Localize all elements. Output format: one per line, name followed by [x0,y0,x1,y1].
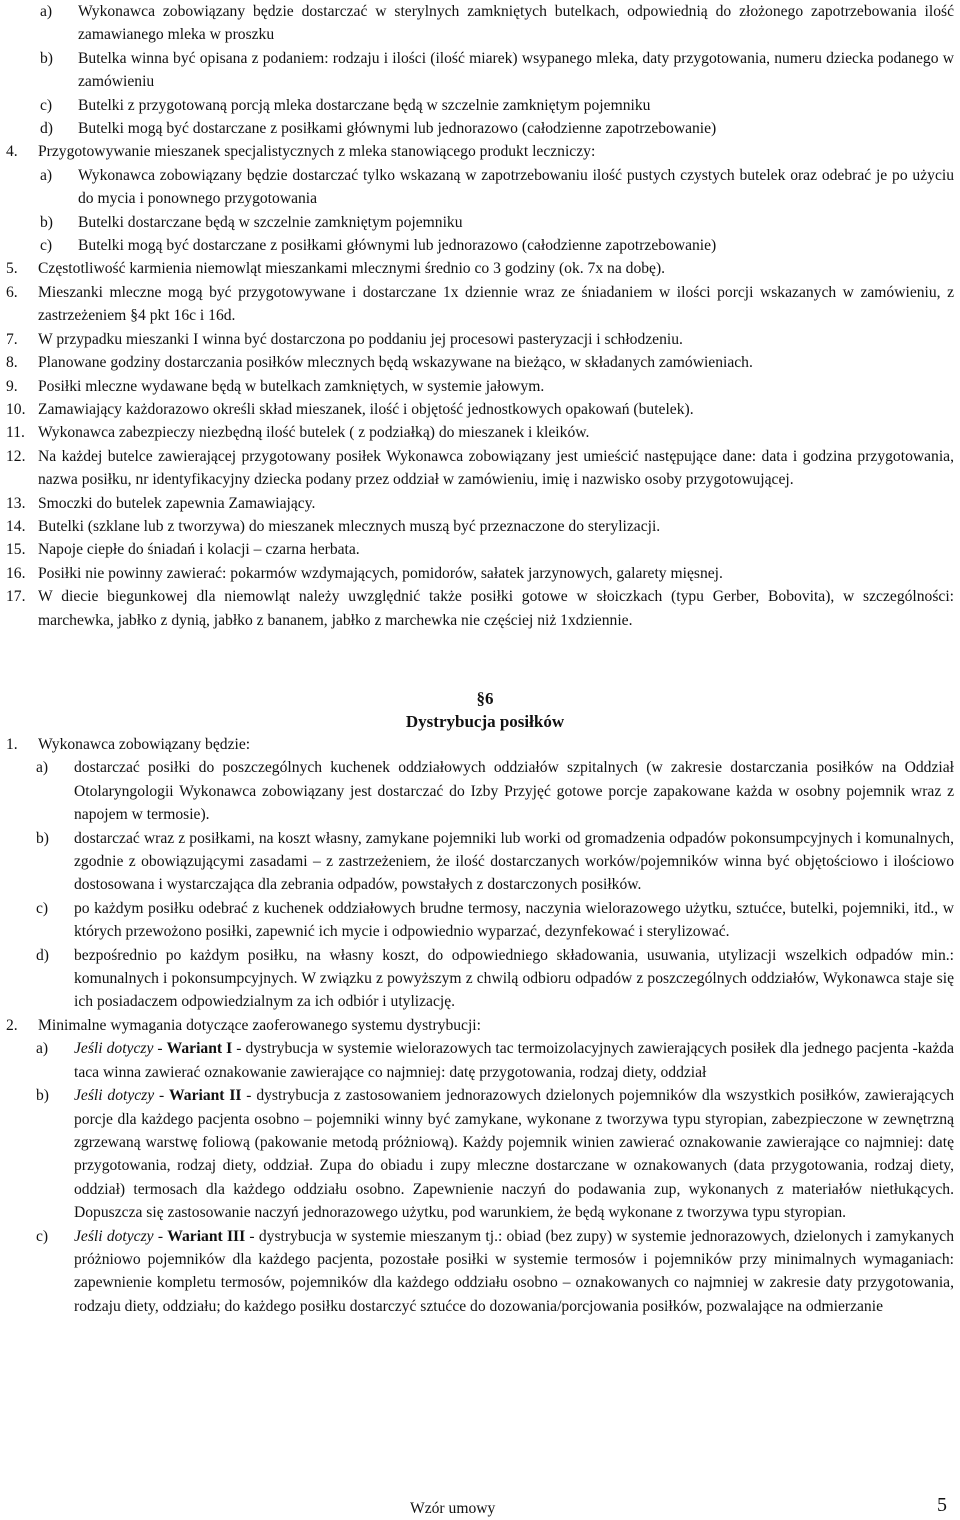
numbered-item-4 [6,140,954,163]
list-item [32,827,954,897]
item-label: c) [40,96,53,114]
variant-name: Wariant II [169,1087,242,1105]
item-number: 9. [6,377,18,395]
separator: - [154,1087,170,1105]
numbered-item-11 [6,421,954,444]
item-text: Butelka winna być opisana z podaniem: rodzaju i ilości (ilość miarek) wsypanego mleka, daty przygotowania, numeru dziecka podanego w zamówieniu [78,49,954,91]
item-text: - dystrybucja w systemie wielorazowych tac termoizolacyjnych zawierających posiłek dla jednego pacjenta -każda taca winna zawierać oznakowanie zawierające co najmniej: datę przygotowania, rodzaj diety, oddział [74,1040,954,1081]
item-text: Minimalne wymagania dotyczące zaoferowanego systemu dystrybucji: [38,1016,481,1034]
separator: - [153,1227,168,1245]
item-number: 7. [6,330,18,348]
item-text: Butelki z przygotowaną porcją mleka dostarczane będą w szczelnie zamkniętym pojemniku [78,96,651,114]
list-item-variant-1 [32,1037,954,1084]
item-text: Wykonawca zabezpieczy niezbędną ilość butelek ( z podziałką) do mieszanek i kleików. [38,424,590,442]
item-number: 2. [6,1016,18,1034]
numbered-item-17 [6,585,954,632]
item-label: b) [40,49,53,67]
item-label: c) [36,899,49,917]
numbered-item-14 [6,515,954,538]
item-text: dostarczać posiłki do poszczególnych kuchenek oddziałowych oddziałów szpitalnych (w zakresie dostarczania posiłków na Oddział Otolaryngologii Wykonawca zobowiązany jest dostarczać do Izby Przyjęć gotowe porcje zapakowane każda w osobny pojemnik wraz z napojem w termosie). [74,759,954,824]
list-item [40,234,954,257]
item-text: - dystrybucja z zastosowaniem jednorazowych dzielonych pojemników dla wszystkich posiłków, zawierających porcje dla każdego pacjenta osobno – pojemniki winny być zamykane, wykonane z tworzywa typu styropian, zabezpieczone w zewnętrzną zgrzewaną warstwę foliową (pakowanie metodą próżniową). Każdy pojemnik winien zawierać oznakowanie zawierające co najmniej: datę przygotowania, rodzaj diety, oddział. Zupa do obiadu i zupy mleczne dostarczane w oznakowanych (data przygotowania, rodzaj diety, oddział) termosach dla każdego oddziału osobno. Zapewnienie naczyń do podawania zup, wykonanych z materiałów nietłukących. Dopuszcza się zastosowanie naczyń jednorazowego użytku, pod warunkiem, że będą wykonane z tworzywa typu styropian. [74,1087,954,1222]
item-number: 1. [6,736,18,753]
variant-name: Wariant I [166,1040,233,1058]
item-number: 12. [6,447,26,465]
item-number: 14. [6,517,26,535]
item-text: Posiłki nie powinny zawierać: pokarmów wzdymających, pomidorów, sałatek jarzynowych, galarety mięsnej. [38,564,723,582]
item-text: Mieszanki mleczne mogą być przygotowywane i dostarczane 1x dziennie wraz ze śniadaniem w ilości porcji wskazanych w zamówieniu, z zastrzeżeniem §4 pkt 16c i 16d. [38,283,954,325]
numbered-item-8 [6,351,954,374]
item-text: Butelki mogą być dostarczane z posiłkami głównymi lub jednorazowo (całodzienne zapotrzebowanie) [78,237,717,255]
item-number: 15. [6,541,26,559]
footer-label: Wzór umowy [410,1500,496,1517]
item-text: dostarczać wraz z posiłkami, na koszt własny, zamykane pojemniki lub worki od gromadzenia odpadów pokonsumpcyjnych i komunalnych, zgodnie z obowiązującymi zasadami – z zastrzeżeniem, że ilość dostarczanych worków/pojemników winna być objętościowo i ilościowo dostosowana i wystarczająca dla zebrania odpadów, powstałych z dostarczonych posiłków. [74,829,954,894]
section-6 [6,687,954,1318]
section-sign: §6 [476,689,494,708]
item-label: c) [36,1227,49,1245]
condition-label: Jeśli dotyczy [74,1087,155,1105]
item-text: bezpośrednio po każdym posiłku, na własny koszt, do odpowiedniego składowania, usuwania, utylizacji wszelkich odpadów min.: komunalnych i pokonsumpcyjnych. W związku z powyższym z chwilą odbioru odpadów z poszczególnych oddziałów, Wykonawca staje się ich posiadaczem odpowiedzialnym za ich odbiór i utylizację. [74,946,954,1011]
item-text: Butelki dostarczane będą w szczelnie zamkniętym pojemniku [78,213,463,231]
item-number: 10. [6,400,26,418]
item-label: a) [40,166,53,184]
list-item [40,47,954,94]
numbered-item-1 [6,733,954,756]
item-number: 6. [6,283,18,301]
list-item-variant-2 [32,1084,954,1224]
numbered-item-16 [6,562,954,585]
numbered-item-5 [6,257,954,280]
item-text: - dystrybucja w systemie mieszanym tj.: obiad (bez zupy) w systemie jednorazowych, dzielonych i zamykanych próżniowo pojemników dla każdego pacjenta, pozostałe posiłki w systemie termosów i pojemników przy minimalnych wymaganiach: zapewnienie kompletu termosów, pojemników dla każdego oddziału osobno – oznakowanych co najmniej w zakresie daty przygotowania, rodzaju diety, oddziału; do każdego posiłku dostarczyć sztućce do dozowania/porcjowania posiłków, pozwalające na odmierzanie [74,1227,954,1315]
item-label: a) [36,759,49,777]
item-number: 16. [6,564,26,582]
list-item [40,211,954,234]
item-label: d) [40,120,53,138]
item-text: Przygotowywanie mieszanek specjalistycznych z mleka stanowiącego produkt leczniczy: [38,143,596,161]
numbered-item-13 [6,492,954,515]
numbered-item-2 [6,1014,954,1037]
variant-name: Wariant III [167,1227,246,1245]
item-number: 5. [6,260,18,278]
numbered-item-6 [6,281,954,328]
numbered-item-10 [6,398,954,421]
list-item [32,897,954,944]
list-item [40,94,954,117]
item-text: Smoczki do butelek zapewnia Zamawiający. [38,494,316,512]
item-text: Na każdej butelce zawierającej przygotowany posiłek Wykonawca zobowiązany jest umieścić następujące dane: data i godzina przygotowania, nazwa posiłku, nr identyfikacyjny dziecka podany przez oddział w zamówieniu, imię i nazwisko osoby przygotowującej. [38,447,954,489]
item-number: 8. [6,354,18,372]
list-item-variant-3 [32,1225,954,1319]
item-number: 13. [6,494,26,512]
item-text: Butelki (szklane lub z tworzywa) do mieszanek mlecznych muszą być przeznaczone do sterylizacji. [38,517,661,535]
numbered-item-12 [6,445,954,492]
item-text: Wykonawca zobowiązany będzie dostarczać w sterylnych zamkniętych butelkach, odpowiednią do złożonego zapotrzebowania ilość zamawianego mleka w proszku [78,3,954,44]
item-text: Wykonawca zobowiązany będzie dostarczać tylko wskazaną w zapotrzebowaniu ilość pustych czystych butelek oraz odebrać je po użyciu do mycia i ponownego przygotowania [78,166,954,208]
item-label: d) [36,946,49,964]
item-label: a) [40,3,53,20]
list-item [40,0,954,47]
item-text: po każdym posiłku odebrać z kuchenek oddziałowych brudne termosy, naczynia wielorazowego użytku, sztućce, butelki, pojemniki, itd., w których przewożono posiłki, zapewnić ich mycie i odpowiednio wyparzać, dezynfekować i sterylizować. [74,899,954,941]
list-item [40,117,954,140]
item-label: c) [40,237,53,255]
separator: - [153,1040,167,1058]
section-title: Dystrybucja posiłków [405,712,565,731]
item-text: Planowane godziny dostarczania posiłków mlecznych będą wskazywane na bieżąco, w składanych zamówieniach. [38,354,753,372]
item-label: b) [36,829,49,847]
numbered-item-9 [6,375,954,398]
item-number: 11. [6,424,25,442]
item-text: W diecie biegunkowej dla niemowląt należy uwzględnić także posiłki gotowe w słoiczkach (typu Gerber, Bobovita), w szczególności: marchewka, jabłko z dynią, jabłko z bananem, jabłko z marchewka nie częściej niż 1xdziennie. [38,588,954,629]
numbered-item-15 [6,538,954,561]
page-number: 5 [937,1494,947,1516]
item-text: Napoje ciepłe do śniadań i kolacji – czarna herbata. [38,541,360,559]
item-label: b) [36,1087,49,1105]
item-number: 4. [6,143,18,161]
list-item [32,756,954,826]
list-item [32,944,954,1014]
item-text: Butelki mogą być dostarczane z posiłkami głównymi lub jednorazowo (całodzienne zapotrzebowanie) [78,120,717,138]
list-item [40,164,954,211]
item-number: 17. [6,588,26,606]
section-5-continuation [6,0,954,632]
item-text: W przypadku mieszanki I winna być dostarczona po poddaniu jej procesowi pasteryzacji i schłodzeniu. [38,330,683,348]
item-text: Częstotliwość karmienia niemowląt mieszankami mlecznymi średnio co 3 godziny (ok. 7x na dobę). [38,260,666,278]
numbered-item-7 [6,328,954,351]
item-text: Posiłki mleczne wydawane będą w butelkach zamkniętych, w systemie jałowym. [38,377,545,395]
item-label: a) [36,1040,49,1058]
item-text: Wykonawca zobowiązany będzie: [38,736,251,753]
condition-label: Jeśli dotyczy [74,1040,154,1058]
item-text: Zamawiający każdorazowo określi skład mieszanek, ilość i objętość jednostkowych opakowań (butelek). [38,400,694,418]
item-label: b) [40,213,53,231]
condition-label: Jeśli dotyczy [74,1227,154,1245]
